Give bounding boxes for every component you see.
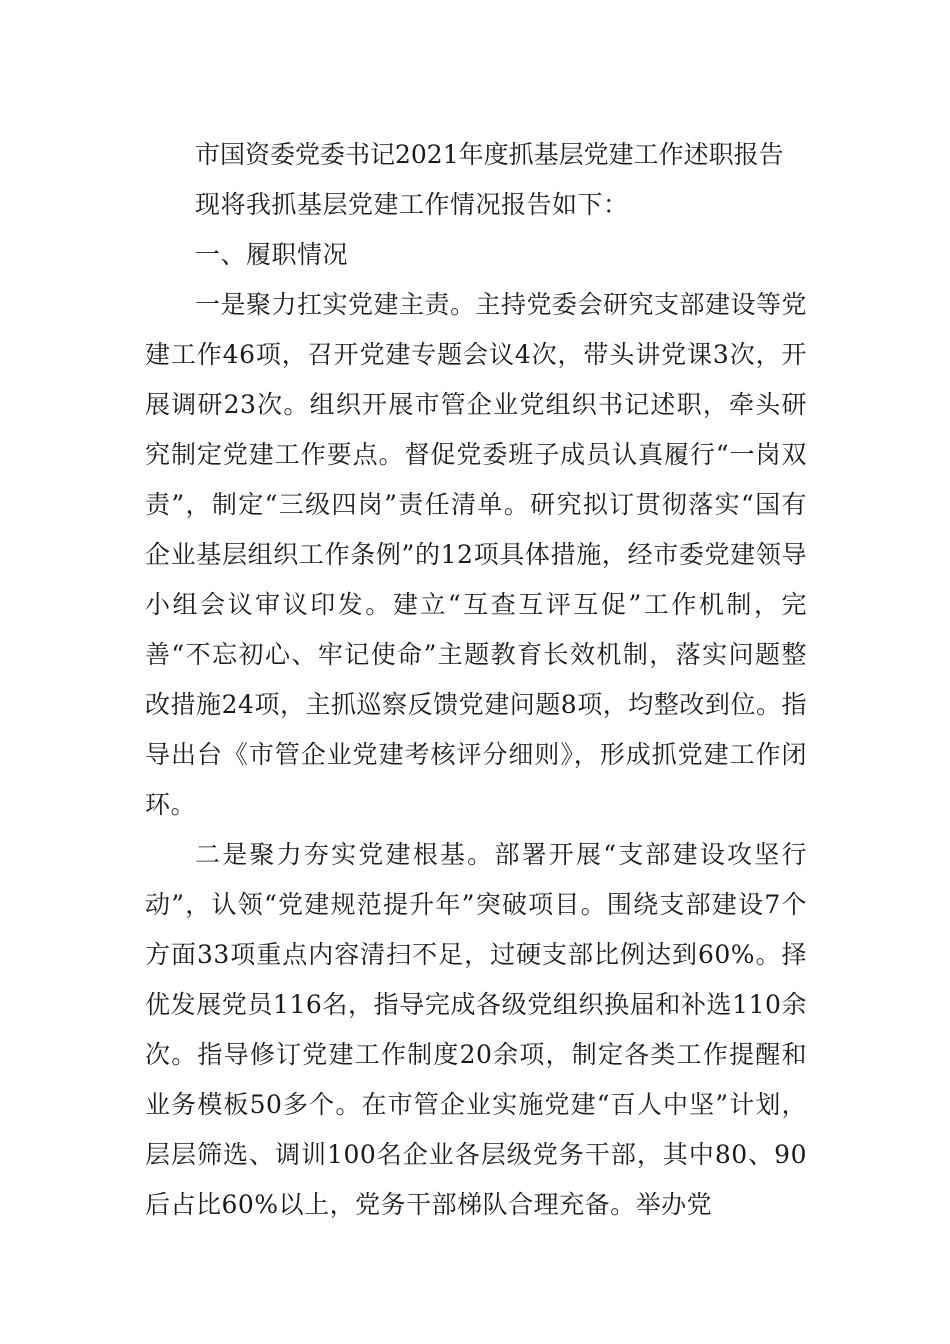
body-paragraph-1: 一是聚力扛实党建主责。主持党委会研究支部建设等党建工作46项，召开党建专题会议4次，带头讲党课3次，开展调研23次。组织开展市管企业党组织书记述职，牵头研究制定党建工作要点。督促党委班子成员认真履行“一岗双责”，制定“三级四岗”责任清单。研究拟订贯彻落实“国有企业基层组织工作条例”的12项具体措施，经市委党建领导小组会议审议印发。建立“互查互评互促”工作机制，完善“不忘初心、牢记使命”主题教育长效机制，落实问题整改措施24项，主抓巡察反馈党建问题8项，均整改到位。指导出台《市管企业党建考核评分细则》，形成抓党建工作闭环。 — [145, 290, 808, 819]
document-title: 市国资委党委书记2021年度抓基层党建工作述职报告 — [195, 140, 784, 169]
section-heading: 一、履职情况 — [195, 240, 349, 269]
document-page — [145, 130, 807, 1230]
intro-paragraph: 现将我抓基层党建工作情况报告如下： — [195, 190, 629, 219]
body-paragraph-2: 二是聚力夯实党建根基。部署开展“支部建设攻坚行动”，认领“党建规范提升年”突破项目。围绕支部建设7个方面33项重点内容清扫不足，过硬支部比例达到60%。择优发展党员116名，指导完成各级党组织换届和补选110余次。指导修订党建工作制度20余项，制定各类工作提醒和业务模板50多个。在市管企业实施党建“百人中坚”计划，层层筛选、调训100名企业各层级党务干部，其中80、90后占比60%以上，党务干部梯队合理充备。举办党 — [145, 840, 807, 1219]
